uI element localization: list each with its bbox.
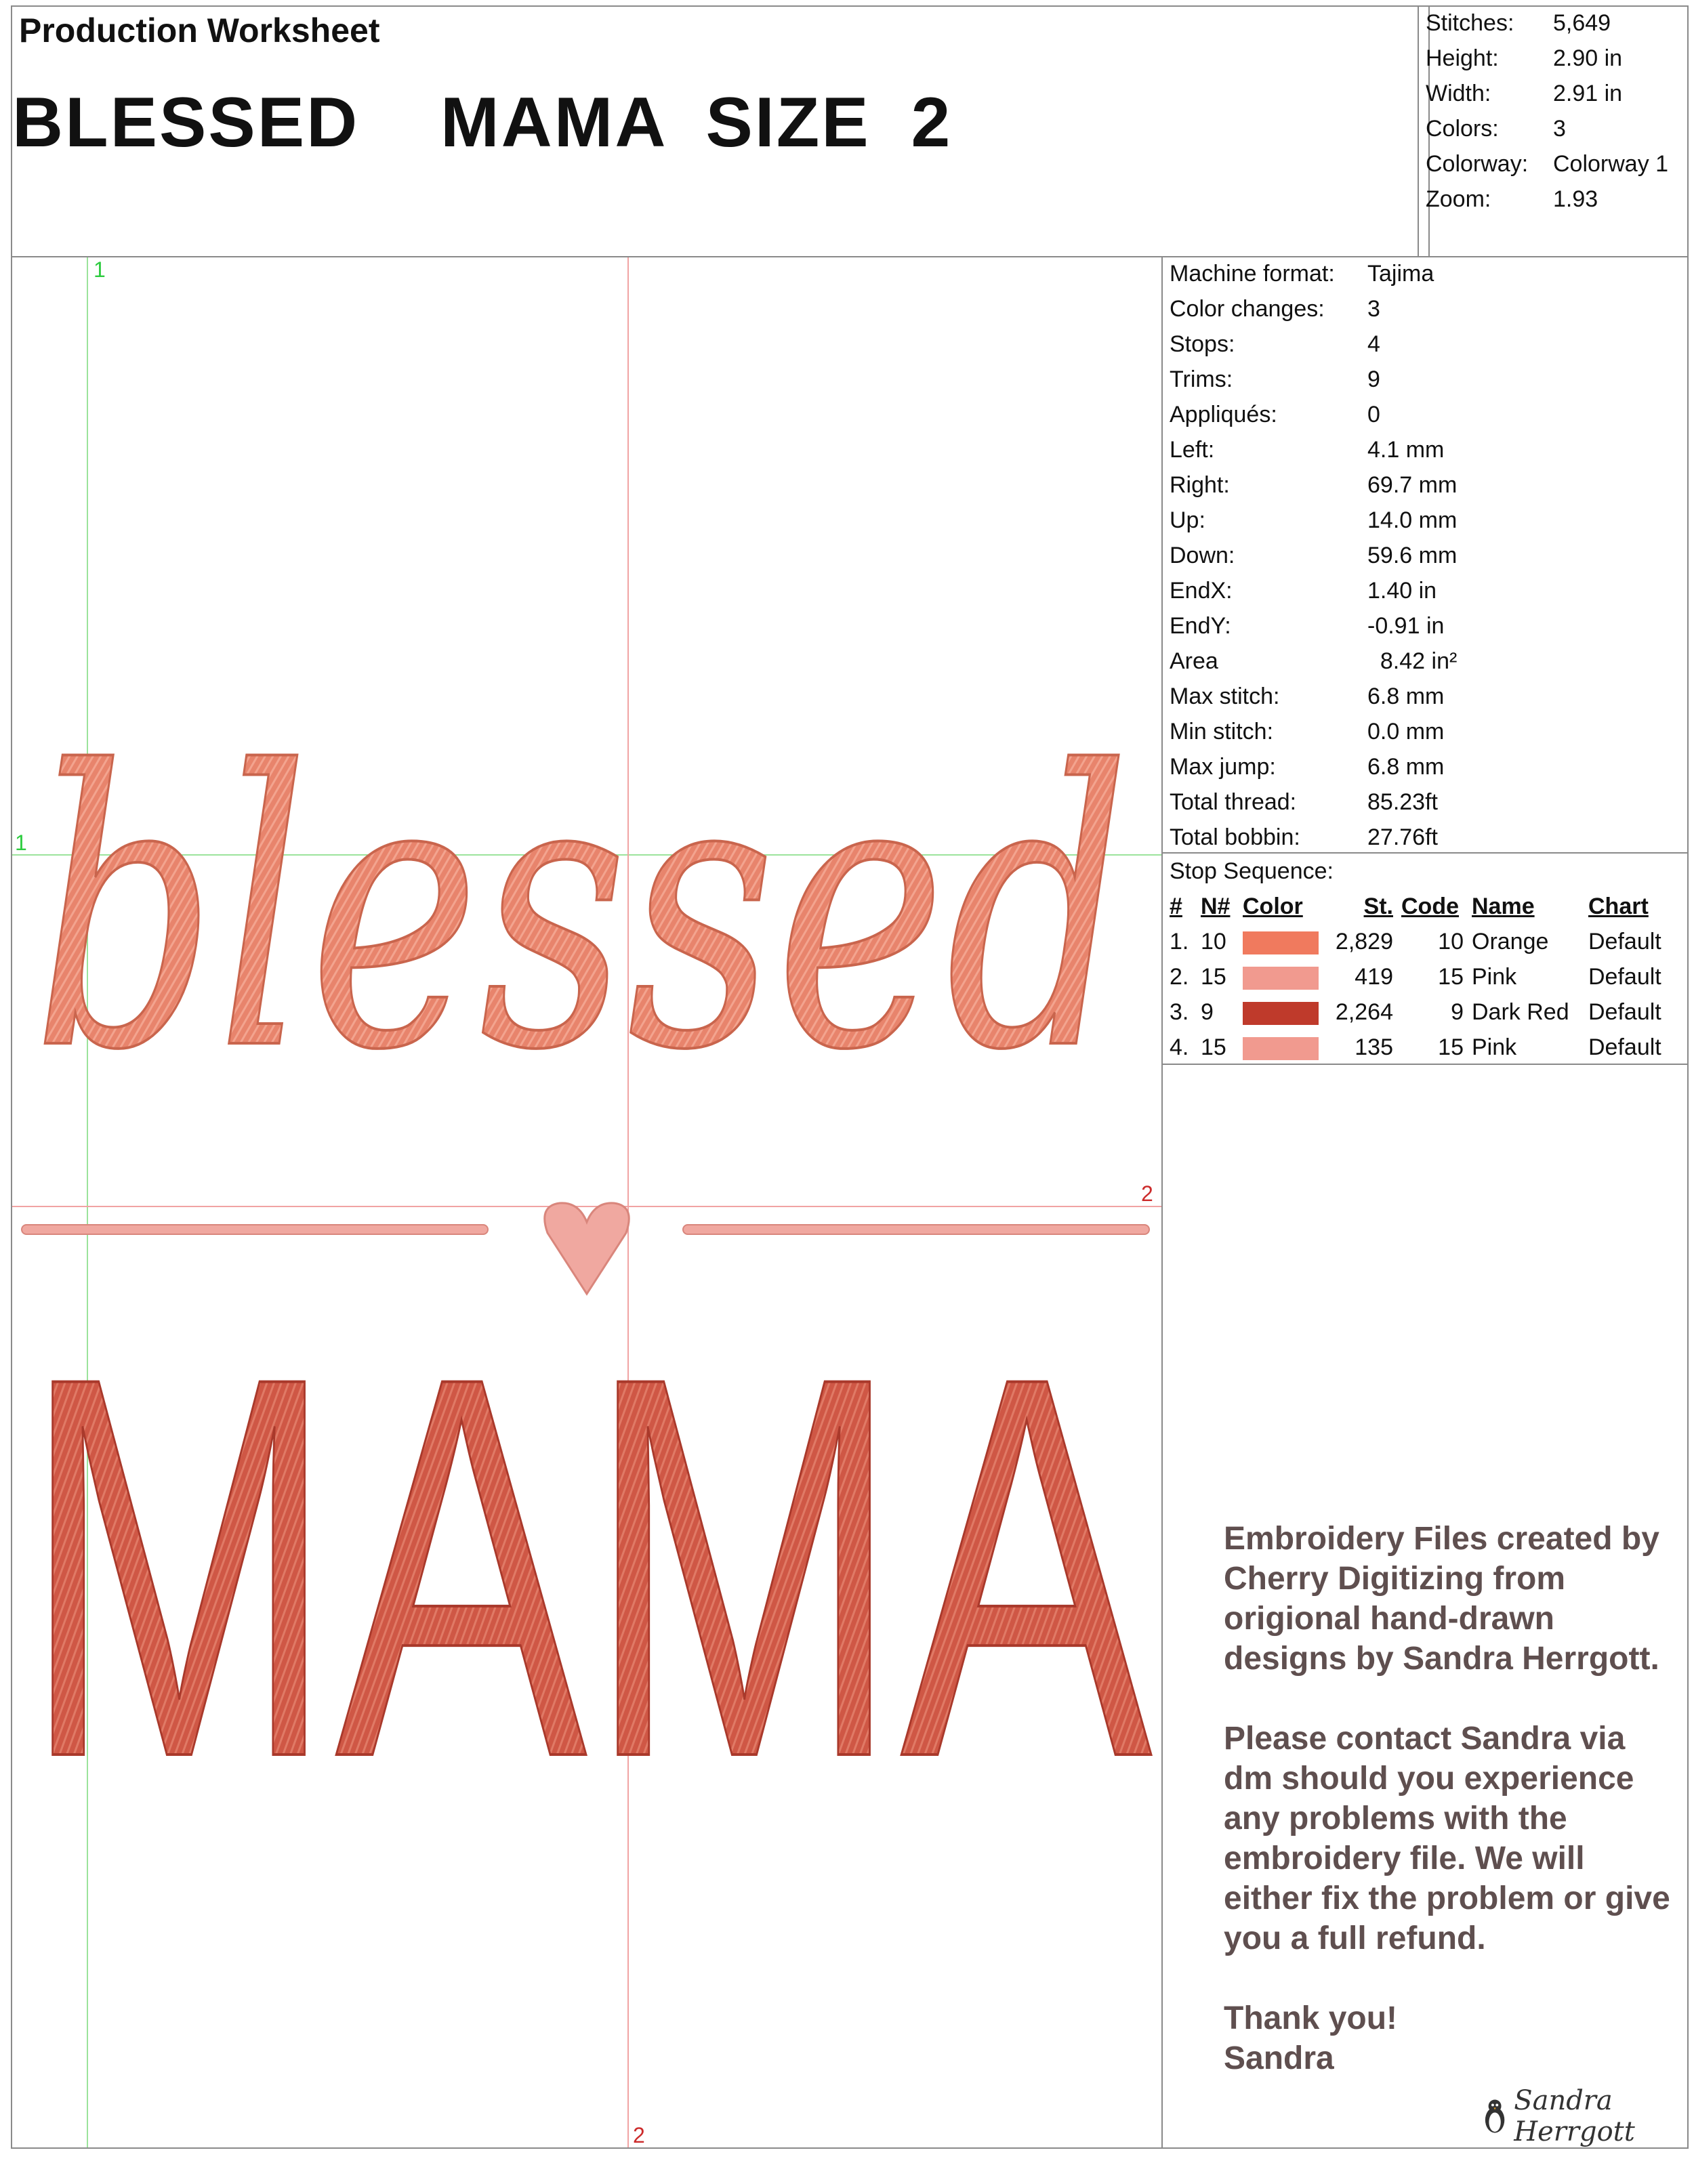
stop-stitches: 419 [1355,963,1393,990]
details-row [1170,291,1457,327]
divider-line-right [683,1225,1149,1234]
note-contact: Please contact Sandra via dm should you experience any problems with the embroidery file. We will either fix the problem or give you a full refund. [1224,1721,1670,1956]
note-sign-name: Sandra [1224,2040,1334,2076]
color-swatch [1243,931,1319,954]
details-label: Total thread: [1170,789,1297,815]
details-row [1170,573,1457,608]
guide-mark-left: 1 [15,831,27,855]
details-label: Max stitch: [1170,684,1280,709]
details-value: 14.0 mm [1367,507,1458,533]
stop-color-cell [1239,959,1328,994]
details-label: Area [1170,648,1218,674]
design-artwork [12,257,1161,2147]
summary-label: Width: [1426,81,1491,106]
summary-label: Height: [1426,45,1499,71]
details-value: 0 [1367,402,1380,427]
stop-index: 1. [1170,928,1189,954]
stop-name: Orange [1472,928,1549,954]
details-value: 27.76ft [1367,824,1438,850]
col-header: Color [1243,893,1303,919]
details-value: 69.7 mm [1367,472,1458,498]
details-value: 9 [1367,366,1380,392]
details-label: Color changes: [1170,296,1325,322]
details-value: -0.91 in [1367,613,1445,639]
stop-chart: Default [1588,928,1661,954]
page-title: BLESSED MAMA SIZE 2 [12,83,953,162]
details-row [1170,608,1457,644]
stop-sequence-title: Stop Sequence: [1170,858,1334,884]
guide-mark-right: 2 [1141,1181,1153,1206]
summary-row [1426,111,1668,146]
divider-line-left [22,1225,488,1234]
details-value: 4.1 mm [1367,437,1445,463]
stop-code: 10 [1438,928,1464,954]
details-label: Left: [1170,437,1215,463]
details-row [1170,362,1457,397]
col-header: Chart [1588,893,1649,919]
details-row [1170,327,1457,362]
summary-list [1426,5,1668,217]
stop-chart: Default [1588,1034,1661,1060]
stop-sequence-header [1165,889,1666,924]
details-row [1170,644,1457,679]
summary-label: Colorway: [1426,151,1529,177]
summary-label: Colors: [1426,116,1499,142]
details-row [1170,256,1457,291]
summary-row [1426,182,1668,217]
details-label: EndX: [1170,578,1233,604]
table-row [1165,924,1666,959]
details-label: Right: [1170,472,1230,498]
details-label: Appliqués: [1170,402,1277,427]
color-swatch [1243,967,1319,990]
stop-index: 2. [1170,963,1189,990]
stop-name: Pink [1472,1034,1517,1060]
summary-value: 5,649 [1553,10,1611,36]
details-value: 59.6 mm [1367,543,1458,568]
details-row [1170,538,1457,573]
details-label: Max jump: [1170,754,1276,780]
stop-chart: Default [1588,999,1661,1025]
worksheet-subtitle: Production Worksheet [19,12,380,49]
summary-row [1426,146,1668,182]
details-value: 1.40 in [1367,578,1437,604]
col-header: # [1170,893,1182,919]
stop-needle: 9 [1201,999,1214,1025]
stop-needle: 15 [1201,963,1226,990]
col-header: Name [1472,893,1535,919]
stop-stitches: 2,264 [1335,999,1393,1025]
summary-label: Stitches: [1426,10,1514,36]
stop-chart: Default [1588,963,1661,990]
details-row [1170,749,1457,784]
designer-note [1224,1519,1671,2078]
col-header: N# [1201,893,1231,919]
word-blessed: blessed [33,692,1130,1133]
details-row [1170,679,1457,714]
guide-mark-top: 1 [94,257,106,282]
details-label: Machine format: [1170,261,1335,287]
details-label: Stops: [1170,331,1235,357]
details-row [1170,503,1457,538]
stop-name: Pink [1472,963,1517,990]
details-label: Trims: [1170,366,1233,392]
table-row [1165,994,1666,1030]
table-row [1165,1030,1666,1065]
summary-value: 1.93 [1553,186,1598,212]
stop-index: 3. [1170,999,1189,1025]
details-label: Down: [1170,543,1235,568]
penguin-icon [1480,2093,1510,2140]
details-label: EndY: [1170,613,1231,639]
details-row [1170,714,1457,749]
color-swatch [1243,1037,1319,1060]
details-list [1170,256,1457,855]
signature-text: Sandra Herrgott [1514,2085,1635,2147]
details-row [1170,820,1457,855]
details-label: Total bobbin: [1170,824,1300,850]
summary-row [1426,41,1668,76]
summary-row [1426,5,1668,41]
stop-needle: 10 [1201,928,1226,954]
details-row [1170,397,1457,432]
stop-name: Dark Red [1472,999,1569,1025]
summary-value: 2.91 in [1553,81,1623,106]
summary-row [1426,76,1668,111]
stop-code: 15 [1438,963,1464,990]
details-row [1170,467,1457,503]
details-label: Min stitch: [1170,719,1274,744]
summary-value: Colorway 1 [1553,151,1669,177]
stop-sequence-table [1165,889,1666,1065]
details-row [1170,784,1457,820]
details-row [1170,432,1457,467]
stop-color-cell [1239,1030,1328,1065]
signature [1480,2085,1694,2147]
details-value: 85.23ft [1367,789,1438,815]
stop-index: 4. [1170,1034,1189,1060]
stop-code: 9 [1451,999,1464,1025]
word-mama: MAMA [22,1264,1154,1870]
note-credit: Embroidery Files created by Cherry Digitizing from origional hand-drawn designs by Sandra Herrgott. [1224,1521,1659,1677]
table-row [1165,959,1666,994]
stop-needle: 15 [1201,1034,1226,1060]
summary-label: Zoom: [1426,186,1491,212]
stop-stitches: 2,829 [1335,928,1393,954]
summary-value: 2.90 in [1553,45,1623,71]
details-value: Tajima [1367,261,1434,287]
color-swatch [1243,1002,1319,1025]
stop-code: 15 [1438,1034,1464,1060]
note-thanks: Thank you! [1224,2000,1398,2036]
stop-color-cell [1239,994,1328,1030]
details-value: 3 [1367,296,1380,322]
summary-value: 3 [1553,116,1566,142]
col-header: Code [1401,893,1459,919]
details-value: 4 [1367,331,1380,357]
details-value: 8.42 in² [1367,648,1458,674]
guide-mark-bottom: 2 [633,2123,645,2147]
stop-stitches: 135 [1355,1034,1393,1060]
stop-color-cell [1239,924,1328,959]
details-value: 0.0 mm [1367,719,1445,744]
details-value: 6.8 mm [1367,684,1445,709]
details-value: 6.8 mm [1367,754,1445,780]
col-header: St. [1363,893,1393,919]
details-label: Up: [1170,507,1205,533]
